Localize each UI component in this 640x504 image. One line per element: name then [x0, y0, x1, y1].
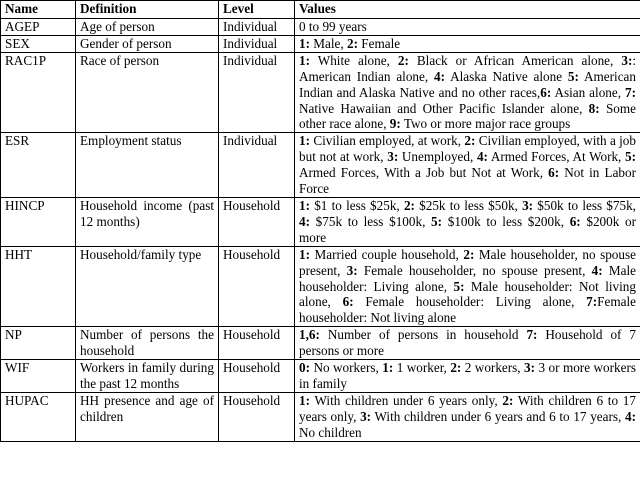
value-code: 6:	[540, 84, 552, 100]
value-code: 1,6:	[299, 327, 320, 343]
value-text: Armed Forces, With a Job but Not at Work,	[299, 165, 549, 181]
value-text: White alone,	[310, 52, 398, 68]
variable-name: SEX	[1, 35, 76, 52]
value-code: 2:	[347, 35, 358, 51]
value-code: 4:	[476, 149, 488, 165]
value-text: No workers,	[310, 360, 383, 376]
value-code: 5:	[567, 68, 579, 84]
variable-name: NP	[1, 327, 76, 360]
variable-name: HUPAC	[1, 392, 76, 441]
variable-definition: Race of person	[76, 52, 219, 133]
table-row	[1, 360, 640, 393]
variable-level: Household	[219, 246, 295, 327]
value-text: Female	[358, 35, 401, 51]
table-row	[1, 246, 640, 327]
variable-values	[295, 19, 640, 36]
value-text: 0 to 99 years	[299, 19, 367, 34]
table-row	[1, 35, 640, 52]
header-row	[1, 1, 640, 19]
variable-values	[295, 360, 640, 393]
variable-name: AGEP	[1, 19, 76, 36]
value-text: Male householder: Living alone,	[299, 262, 636, 294]
value-text: Two or more major race groups	[400, 116, 571, 132]
value-code: 1:	[299, 246, 310, 262]
value-text: $200k or more	[299, 213, 636, 245]
value-text: $50k to less $75k,	[533, 197, 636, 213]
value-code: 7:	[625, 84, 636, 100]
variable-definition: Number of persons the household	[76, 327, 219, 360]
header-level: Level	[219, 1, 295, 19]
variable-definition: Household/family type	[76, 246, 219, 327]
variable-level: Individual	[219, 35, 295, 52]
table-row	[1, 197, 640, 246]
value-text: Not in Labor Force	[299, 165, 636, 197]
variable-name: WIF	[1, 360, 76, 393]
value-code: 3:	[387, 149, 399, 165]
variable-values	[295, 52, 640, 133]
value-code: 1:	[299, 133, 310, 149]
variable-values	[295, 392, 640, 441]
value-text: Civilian employed, with a job but not at work,	[299, 133, 636, 165]
value-text: Number of persons in household	[319, 327, 527, 343]
value-code: 5:	[625, 149, 637, 165]
value-text: : American Indian alone,	[299, 52, 637, 84]
value-code: 7:	[526, 327, 538, 343]
variable-values	[295, 327, 640, 360]
table-row	[1, 52, 640, 133]
value-text: $100k to less $200k,	[442, 213, 570, 229]
value-code: 7:	[586, 294, 598, 310]
variable-definition: Workers in family during the past 12 months	[76, 360, 219, 393]
variable-name: ESR	[1, 133, 76, 198]
value-code: 3:	[524, 360, 536, 376]
table-row	[1, 392, 640, 441]
table-body	[1, 19, 640, 442]
value-text: American Indian and Alaska Native and no other races,	[299, 68, 636, 100]
table-row	[1, 19, 640, 36]
value-text: Alaska Native alone	[445, 68, 568, 84]
variable-values	[295, 197, 640, 246]
value-code: 5:	[453, 278, 465, 294]
variable-values	[295, 35, 640, 52]
value-text: Married couple household,	[310, 246, 464, 262]
variable-values	[295, 133, 640, 198]
variable-level: Household	[219, 327, 295, 360]
value-text: Male householder, no spouse present,	[299, 246, 636, 278]
value-text: Armed Forces, At Work,	[487, 149, 626, 165]
value-text: With children 6 to 17 years only,	[299, 392, 636, 424]
value-code: 4:	[625, 408, 637, 424]
value-text: Native Hawaiian and Other Pacific Islander alone,	[299, 100, 589, 116]
variable-level: Household	[219, 360, 295, 393]
header-name: Name	[1, 1, 76, 19]
value-text: Female householder: Not living alone	[299, 294, 636, 326]
table-row	[1, 133, 640, 198]
variable-level: Individual	[219, 19, 295, 36]
value-code: 2:	[502, 392, 514, 408]
value-code: 4:	[299, 213, 310, 229]
value-code: 4:	[591, 262, 603, 278]
value-text: Household of 7 persons or more	[299, 327, 636, 359]
value-code: 1:	[299, 197, 310, 213]
value-text: Male,	[310, 35, 347, 51]
variable-level: Individual	[219, 52, 295, 133]
value-text: 3 or more workers in family	[299, 360, 636, 391]
variable-level: Household	[219, 197, 295, 246]
value-code: 3:	[621, 52, 633, 68]
value-code: 6:	[548, 165, 560, 181]
variable-level: Household	[219, 392, 295, 441]
value-code: 8:	[588, 100, 600, 116]
variable-definition: Employment status	[76, 133, 219, 198]
value-text: $25k to less $50k,	[414, 197, 523, 213]
value-text: With children under 6 years only,	[310, 392, 503, 408]
variable-values	[295, 246, 640, 327]
value-text: Some other race alone,	[299, 100, 636, 132]
value-code: 5:	[431, 213, 443, 229]
value-code: 2:	[463, 246, 475, 262]
variable-name: HINCP	[1, 197, 76, 246]
value-text: No children	[299, 424, 362, 440]
value-text: 1 worker,	[393, 360, 451, 376]
value-text: Asian alone,	[551, 84, 625, 100]
value-text: 2 workers,	[461, 360, 525, 376]
value-code: 1:	[299, 392, 310, 408]
value-code: 2:	[464, 133, 476, 149]
variable-definition: Age of person	[76, 19, 219, 36]
value-text: Black or African American alone,	[408, 52, 622, 68]
variable-level: Individual	[219, 133, 295, 198]
value-code: 1:	[299, 35, 310, 51]
value-code: 2:	[403, 197, 415, 213]
value-code: 6:	[342, 294, 354, 310]
variable-name: HHT	[1, 246, 76, 327]
value-code: 4:	[434, 68, 446, 84]
table-row	[1, 327, 640, 360]
value-code: 1:	[382, 360, 394, 376]
variable-name: RAC1P	[1, 52, 76, 133]
value-code: 3:	[522, 197, 534, 213]
value-text: With children under 6 years and 6 to 17 years,	[371, 408, 626, 424]
value-code: 9:	[389, 116, 401, 132]
value-code: 3:	[346, 262, 358, 278]
value-code: 2:	[397, 52, 409, 68]
variable-definition: Gender of person	[76, 35, 219, 52]
value-text: Female householder, no spouse present,	[357, 262, 592, 278]
value-code: 0:	[299, 360, 310, 376]
value-text: $75k to less $100k,	[310, 213, 432, 229]
variable-definition: Household income (past 12 months)	[76, 197, 219, 246]
value-code: 1:	[299, 52, 310, 68]
value-text: Civilian employed, at work,	[310, 133, 465, 149]
header-definition: Definition	[76, 1, 219, 19]
variable-definition: HH presence and age of children	[76, 392, 219, 441]
value-text: $1 to less $25k,	[310, 197, 404, 213]
value-text: Female householder: Living alone,	[353, 294, 587, 310]
value-code: 2:	[450, 360, 462, 376]
value-code: 6:	[569, 213, 581, 229]
value-code: 3:	[360, 408, 372, 424]
header-values: Values	[295, 1, 640, 19]
value-text: Unemployed,	[398, 149, 477, 165]
value-text: Male householder: Not living alone,	[299, 278, 636, 310]
